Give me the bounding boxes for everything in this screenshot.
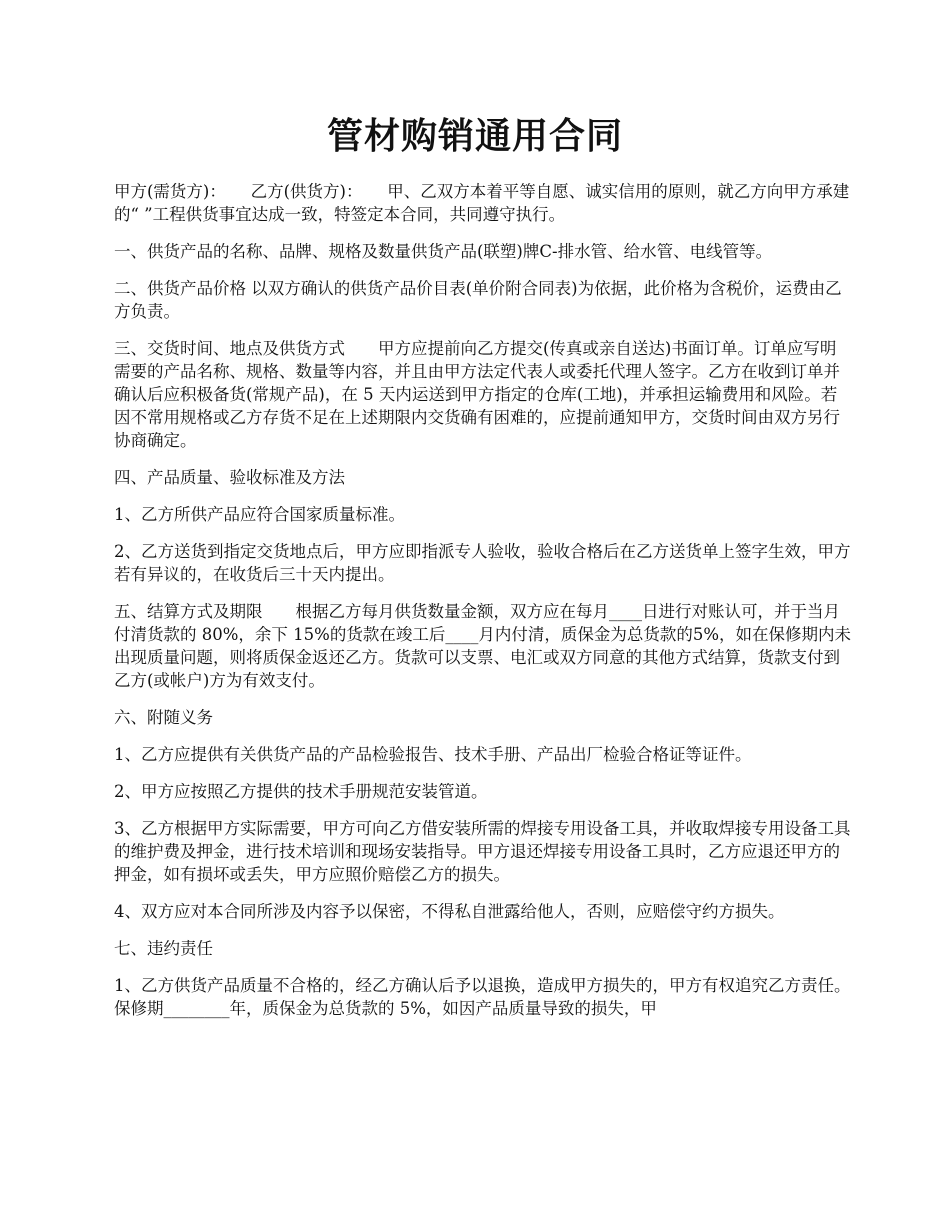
paragraph-section-1: 一、供货产品的名称、品牌、规格及数量供货产品(联塑)牌C-排水管、给水管、电线管等。 xyxy=(114,242,773,261)
paragraph-section-6-item-4: 4、双方应对本合同所涉及内容予以保密，不得私自泄露给他人，否则，应赔偿守约方损失。 xyxy=(114,902,785,921)
document-title: 管材购销通用合同 xyxy=(326,115,623,157)
paragraph-section-2: 二、供货产品价格 以双方确认的供货产品价目表(单价附合同表)为依据，此价格为含税价，运费由乙方负责。 xyxy=(114,279,842,321)
paragraph-section-4-item-1: 1、乙方所供产品应符合国家质量标准。 xyxy=(114,505,405,524)
paragraph-section-3: 三、交货时间、地点及供货方式 甲方应提前向乙方提交(传真或亲自送达)书面订单。订单应写明需要的产品名称、规格、数量等内容，并且由甲方法定代表人或委托代理人签字。乙方在收到订单并确认后应积极备货(常规产品)，在 5 天内运送到甲方指定的仓库(工地)，并承担运输费用和风险。若因不常用规格或乙方存货不足在上述期限内交货确有困难的，应提前通知甲方，交货时间由双方另行协商确定。 xyxy=(114,339,840,450)
paragraph-parties: 甲方(需货方)： 乙方(供货方)： 甲、乙双方本着平等自愿、诚实信用的原则，就乙方向甲方承建的“ ”工程供货事宜达成一致，特签定本合同，共同遵守执行。 xyxy=(114,182,850,224)
paragraph-section-5: 五、结算方式及期限 根据乙方每月供货数量金额，双方应在每月____日进行对账认可，并于当月付清货款的 80%，余下 15%的货款在竣工后____月内付清，质保金为总货款的5%，如在保修期内未出现质量问题，则将质保金返还乙方。货款可以支票、电汇或双方同意的其他方式结算，货款支付到乙方(或帐户)方为有效支付。 xyxy=(114,602,852,690)
paragraph-section-7-heading: 七、违约责任 xyxy=(114,939,213,958)
paragraph-section-7-item-1: 1、乙方供货产品质量不合格的，经乙方确认后予以退换，造成甲方损失的，甲方有权追究乙方责任。保修期________年，质保金为总货款的 5%，如因产品质量导致的损失，甲 xyxy=(114,976,851,1018)
paragraph-section-4-item-2: 2、乙方送货到指定交货地点后，甲方应即指派专人验收，验收合格后在乙方送货单上签字生效，甲方若有异议的，在收货后三十天内提出。 xyxy=(114,542,851,584)
paragraph-section-4-heading: 四、产品质量、验收标准及方法 xyxy=(114,468,345,487)
paragraph-section-6-heading: 六、附随义务 xyxy=(114,708,213,727)
document-body xyxy=(114,180,852,1034)
paragraph-section-6-item-1: 1、乙方应提供有关供货产品的产品检验报告、技术手册、产品出厂检验合格证等证件。 xyxy=(114,745,752,764)
paragraph-section-6-item-2: 2、甲方应按照乙方提供的技术手册规范安装管道。 xyxy=(114,782,488,801)
paragraph-section-6-item-3: 3、乙方根据甲方实际需要，甲方可向乙方借安装所需的焊接专用设备工具，并收取焊接专用设备工具的维护费及押金，进行技术培训和现场安装指导。甲方退还焊接专用设备工具时，乙方应退还甲方的押金，如有损坏或丢失，甲方应照价赔偿乙方的损失。 xyxy=(114,819,851,884)
